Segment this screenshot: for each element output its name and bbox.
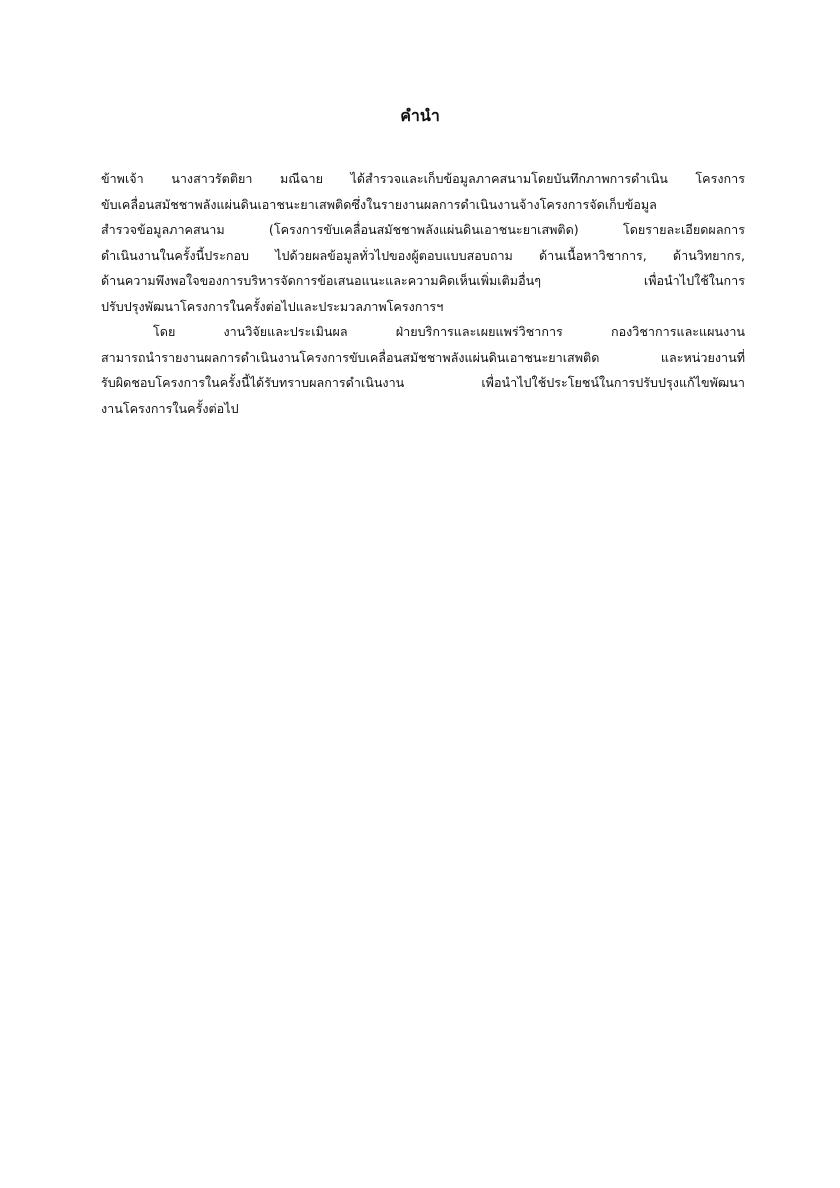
paragraph-line: รับผิดชอบโครงการในครั้งนี้ได้รับทราบผลการดำเนินงาน เพื่อนำไปใช้ประโยชน์ในการปรับปรุงแก้ไขพัฒนา [101,375,745,390]
body-text [101,166,745,421]
paragraph-line: ปรับปรุงพัฒนาโครงการในครั้งต่อไปและประมวลภาพโครงการฯ [101,298,444,314]
paragraph-line: ด้านความพึงพอใจของการบริหารจัดการข้อเสนอแนะและความคิดเห็นเพิ่มเติมอื่นๆ เพื่อนำไปใช้ในการ [101,273,745,288]
paragraph-line: สำรวจข้อมูลภาคสนาม (โครงการขับเคลื่อนสมัชชาพลังแผ่นดินเอาชนะยาเสพติด) โดยรายละเอียดผลการ [101,222,745,237]
paragraph-line: สามารถนำรายงานผลการดำเนินงานโครงการขับเคลื่อนสมัชชาพลังแผ่นดินเอาชนะยาเสพติด และหน่วยงานที่ [101,349,745,365]
paragraph-line: ดำเนินงานในครั้งนี้ประกอบ ไปด้วยผลข้อมูลทั่วไปของผู้ตอบแบบสอบถาม ด้านเนื้อหาวิชาการ, ด้านวิทยากร, [101,247,745,263]
paragraph-1 [101,166,745,319]
paragraph-line: โดย งานวิจัยและประเมินผล ฝ่ายบริการและเผยแพร่วิชาการ กองวิชาการและแผนงาน [153,324,745,339]
page-title: คำนำ [400,106,440,125]
paragraph-line: ข้าพเจ้า นางสาวรัตติยา มณีฉาย ได้สำรวจและเก็บข้อมูลภาคสนามโดยบันทึกภาพการดำเนิน โครงการ [101,171,745,186]
paragraph-line: งานโครงการในครั้งต่อไป [101,400,239,416]
paragraph-2 [101,319,745,421]
paragraph-line: ขับเคลื่อนสมัชชาพลังแผ่นดินเอาชนะยาเสพติดซึ่งในรายงานผลการดำเนินงานจ้างโครงการจัดเก็บข้อมูล [101,196,657,212]
